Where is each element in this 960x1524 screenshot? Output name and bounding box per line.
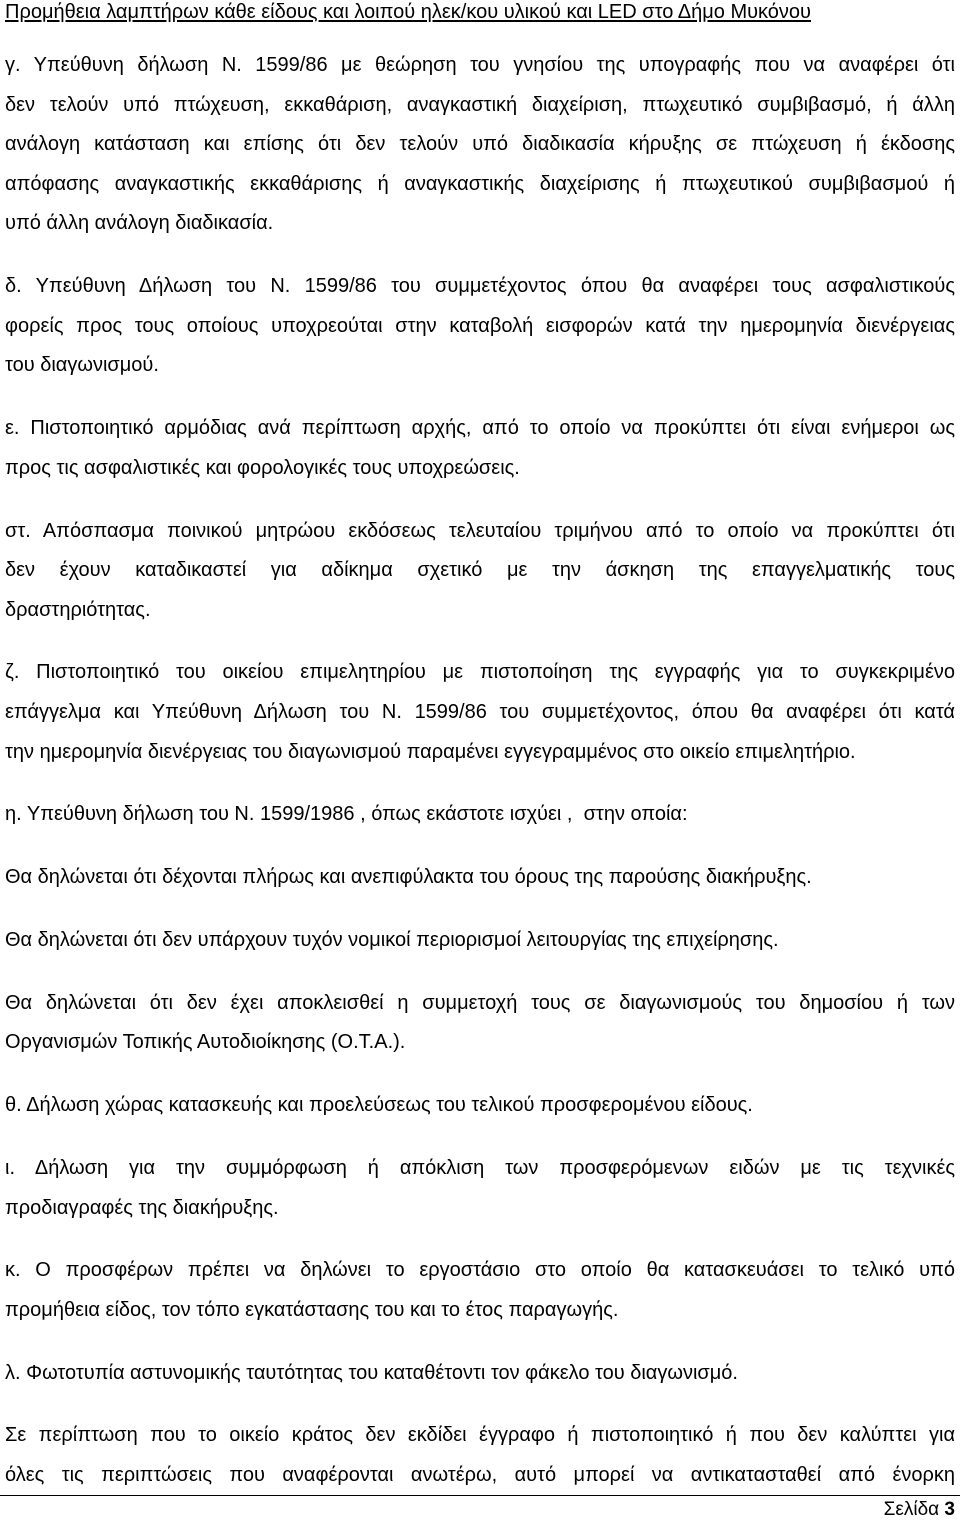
declaration-item-2: [5, 921, 955, 961]
text-line: γ. Υπεύθυνη δήλωση Ν. 1599/86 με θεώρηση του γνησίου της υπογραφής που να αναφέρει ότι: [5, 54, 955, 76]
text-line: απόφασης αναγκαστικής εκκαθάρισης ή αναγκαστικής διαχείρισης ή πτωχευτικού συμβιβασμού ή: [5, 172, 955, 195]
text-line: Οργανισμών Τοπικής Αυτοδιοίκησης (Ο.Τ.Α.).: [5, 1031, 406, 1054]
text-line: υπό άλλη ανάλογη διαδικασία.: [5, 212, 274, 235]
declaration-item-1: [5, 858, 955, 898]
document-header-title: Προμήθεια λαμπτήρων κάθε είδους και λοιπού ηλεκ/κου υλικού και LED στο Δήμο Μυκόνου: [5, 1, 811, 23]
page-footer: [0, 1495, 960, 1524]
paragraph-lambda: [5, 1354, 955, 1394]
paragraph-theta: [5, 1086, 955, 1126]
paragraph-kappa: [5, 1251, 955, 1330]
text-line: δραστηριότητας.: [5, 598, 151, 621]
text-line: στ. Απόσπασμα ποινικού μητρώου εκδόσεως τελευταίου τριμήνου από το οποίο να προκύπτει ότι: [5, 519, 955, 542]
text-line: προδιαγραφές της διακήρυξης.: [5, 1196, 279, 1219]
text-line: Θα δηλώνεται ότι δέχονται πλήρως και ανεπιφύλακτα του όρους της παρούσης διακήρυξης.: [5, 866, 812, 889]
text-line: η. Υπεύθυνη δήλωση του Ν. 1599/1986 , όπως εκάστοτε ισχύει , στην οποία:: [5, 803, 688, 826]
page-number: 3: [944, 1499, 955, 1520]
text-line: επάγγελμα και Υπεύθυνη Δήλωση του Ν. 1599/86 του συμμετέχοντος, όπου θα αναφέρει ότι κατά: [5, 701, 955, 724]
text-line: δεν έχουν καταδικαστεί για αδίκημα σχετικό με την άσκηση της επαγγελματικής τους: [5, 559, 955, 582]
text-line: ζ. Πιστοποιητικό του οικείου επιμελητηρίου με πιστοποίηση της εγγραφής για το συγκεκριμένο: [5, 661, 955, 684]
paragraph-closing-note: [5, 1416, 955, 1495]
text-line: δ. Υπεύθυνη Δήλωση του Ν. 1599/86 του συμμετέχοντος όπου θα αναφέρει τους ασφαλιστικούς: [5, 275, 955, 298]
text-line: ι. Δήλωση για την συμμόρφωση ή απόκλιση των προσφερόμενων ειδών με τις τεχνικές: [5, 1156, 955, 1179]
paragraph-zeta: [5, 653, 955, 772]
page-label: Σελίδα: [883, 1499, 940, 1520]
text-line: λ. Φωτοτυπία αστυνομικής ταυτότητας του καταθέτοντι τον φάκελο του διαγωνισμό.: [5, 1361, 738, 1384]
paragraph-stigma: [5, 512, 955, 631]
text-line: προμήθεια είδος, τον τόπο εγκατάστασης του και το έτος παραγωγής.: [5, 1298, 619, 1321]
text-line: Θα δηλώνεται ότι δεν υπάρχουν τυχόν νομικοί περιορισμοί λειτουργίας της επιχείρησης.: [5, 929, 779, 951]
paragraph-gamma: [5, 46, 955, 244]
text-line: κ. Ο προσφέρων πρέπει να δηλώνει το εργοστάσιο στο οποίο θα κατασκευάσει το τελικό υπό: [5, 1259, 955, 1282]
paragraph-eta: [5, 795, 955, 835]
document-body: [5, 46, 955, 1496]
text-line: την ημερομηνία διενέργειας του διαγωνισμού παραμένει εγγεγραμμένος στο οικείο επιμελητήριο.: [5, 740, 856, 763]
text-line: δεν τελούν υπό πτώχευση, εκκαθάριση, αναγκαστική διαχείριση, πτωχευτικό συμβιβασμό, ή άλλη: [5, 93, 955, 116]
paragraph-epsilon: [5, 409, 955, 488]
text-line: θ. Δήλωση χώρας κατασκευής και προελεύσεως του τελικού προσφερομένου είδους.: [5, 1094, 753, 1117]
declaration-item-3: [5, 984, 955, 1063]
text-line: φορείς προς τους οποίους υποχρεούται στην καταβολή εισφορών κατά την ημερομηνία διενέργειας: [5, 314, 955, 337]
text-line: προς τις ασφαλιστικές και φορολογικές τους υποχρεώσεις.: [5, 456, 520, 479]
text-line: ανάλογη κατάσταση και επίσης ότι δεν τελούν υπό διαδικασία κήρυξης σε πτώχευση ή έκδοσης: [5, 133, 955, 156]
paragraph-delta: [5, 267, 955, 386]
text-line: ε. Πιστοποιητικό αρμόδιας ανά περίπτωση αρχής, από το οποίο να προκύπτει ότι είναι ενήμεροι ως: [5, 417, 955, 440]
text-line: Σε περίπτωση που το οικείο κράτος δεν εκδίδει έγγραφο ή πιστοποιητικό ή που δεν καλύπτει για: [5, 1424, 955, 1447]
page-indicator: [884, 1498, 955, 1522]
text-line: του διαγωνισμού.: [5, 354, 159, 377]
text-line: Θα δηλώνεται ότι δεν έχει αποκλεισθεί η συμμετοχή τους σε διαγωνισμούς του δημοσίου ή των: [5, 991, 955, 1014]
text-line: όλες τις περιπτώσεις που αναφέρονται ανωτέρω, αυτό μπορεί να αντικατασταθεί από ένορκη: [5, 1464, 955, 1487]
paragraph-iota: [5, 1149, 955, 1228]
